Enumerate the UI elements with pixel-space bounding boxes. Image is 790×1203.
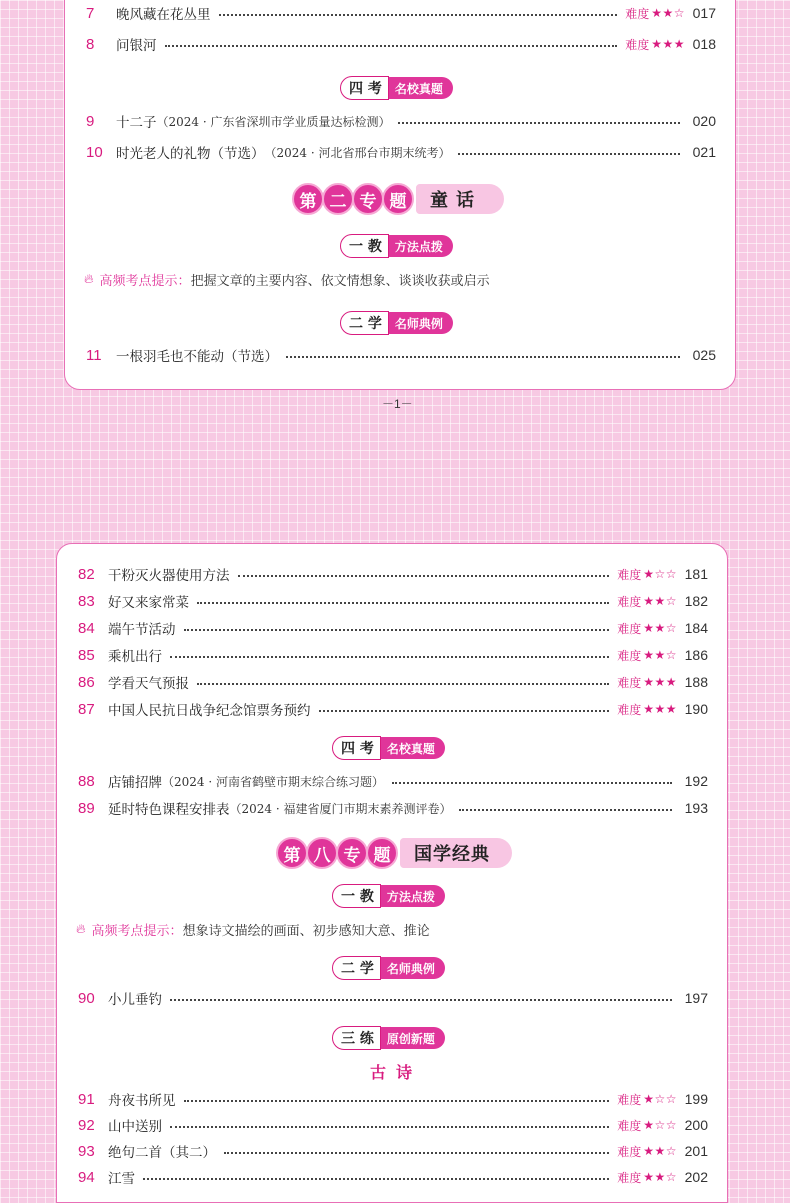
section-header-label: 二 学 (340, 311, 389, 335)
entry-number: 8 (86, 35, 95, 53)
topic-char: 八 (306, 837, 338, 869)
flame-icon: 🔥︎ (76, 922, 86, 937)
difficulty-stars: ★★☆ (643, 648, 677, 662)
toc-row[interactable] (86, 33, 716, 55)
topic-char: 第 (276, 837, 308, 869)
entry-page: 202 (684, 1169, 708, 1185)
entry-number: 85 (78, 646, 95, 664)
hint-text: 把握文章的主要内容、依文情想象、谈谈收获或启示 (190, 274, 490, 289)
entry-page: 181 (684, 566, 708, 582)
entry-title: 端午节活动 (108, 622, 176, 638)
section-header-tag: 名师典例 (387, 312, 453, 334)
toc-row[interactable] (78, 797, 708, 819)
toc-row[interactable] (86, 141, 716, 163)
entry-title: 好又来家常菜 (108, 595, 189, 611)
toc-row[interactable] (86, 110, 716, 132)
section-header-label: 四 考 (340, 76, 389, 100)
difficulty-label: 难度 (617, 1170, 642, 1185)
topic-char: 专 (352, 183, 384, 215)
leader-dots (392, 782, 672, 784)
entry-title: 店铺招牌 (108, 775, 162, 791)
difficulty-label: 难度 (617, 648, 642, 663)
difficulty-label: 难度 (617, 1092, 642, 1107)
section-header-label: 三 练 (332, 1026, 381, 1050)
toc-row[interactable] (78, 617, 708, 639)
leader-dots (398, 122, 680, 124)
section-header-tag: 原创新题 (379, 1027, 445, 1049)
topic-char: 第 (292, 183, 324, 215)
subsection-title: 古诗 (370, 1063, 423, 1082)
leader-dots (184, 629, 610, 631)
section-header-yi-jiao (332, 884, 445, 908)
entry-title: 乘机出行 (108, 649, 162, 665)
entry-title: 十二子 (116, 115, 157, 131)
topic-char: 题 (382, 183, 414, 215)
difficulty-label: 难度 (625, 6, 650, 21)
entry-number: 88 (78, 772, 95, 790)
entry-number: 89 (78, 799, 95, 817)
leader-dots (224, 1152, 609, 1154)
entry-title: 小儿垂钓 (108, 992, 162, 1008)
leader-dots (165, 45, 618, 47)
entry-number: 9 (86, 112, 95, 130)
entry-page: 197 (684, 990, 708, 1006)
difficulty-label: 难度 (617, 594, 642, 609)
entry-number: 91 (78, 1090, 95, 1108)
entry-page: 025 (692, 347, 716, 363)
entry-source: （2024 · 福建省厦门市期末素养测评卷） (229, 801, 452, 816)
section-header-label: 一 教 (340, 234, 389, 258)
entry-title: 江雪 (108, 1171, 135, 1187)
section-header-san-lian (332, 1026, 445, 1050)
difficulty-stars: ★★☆ (643, 594, 677, 608)
leader-dots (219, 14, 618, 16)
entry-title: 时光老人的礼物（节选） (116, 146, 265, 162)
difficulty-label: 难度 (617, 567, 642, 582)
difficulty-stars: ★★★ (651, 37, 685, 51)
leader-dots (458, 153, 680, 155)
entry-page: 021 (692, 144, 716, 160)
entry-source: （2024 · 河南省鹤壁市期末综合练习题） (162, 774, 384, 789)
section-header-tag: 名校真题 (387, 77, 453, 99)
difficulty-label: 难度 (617, 621, 642, 636)
toc-row[interactable] (78, 698, 708, 720)
entry-title: 山中送别 (108, 1119, 162, 1135)
leader-dots (238, 575, 610, 577)
entry-title: 晚风藏在花丛里 (116, 7, 211, 23)
leader-dots (184, 1100, 610, 1102)
flame-icon: 🔥︎ (84, 272, 94, 287)
entry-page: 017 (692, 5, 716, 21)
entry-number: 87 (78, 700, 95, 718)
entry-page: 190 (684, 701, 708, 717)
hint-label: 高频考点提示： (99, 274, 191, 289)
entry-page: 199 (684, 1091, 708, 1107)
section-header-tag: 方法点拨 (387, 235, 453, 257)
entry-number: 93 (78, 1142, 95, 1160)
difficulty-stars: ★☆☆ (643, 1118, 677, 1132)
entry-number: 82 (78, 565, 95, 583)
leader-dots (143, 1178, 609, 1180)
topic-char: 专 (336, 837, 368, 869)
toc-row[interactable] (78, 1166, 708, 1188)
difficulty-stars: ★★☆ (643, 1170, 677, 1184)
section-header-label: 一 教 (332, 884, 381, 908)
topic-name: 国学经典 (400, 838, 512, 868)
toc-row[interactable] (86, 2, 716, 24)
difficulty-label: 难度 (625, 37, 650, 52)
page-number: －1－ (382, 397, 413, 411)
entry-page: 200 (684, 1117, 708, 1133)
entry-page: 193 (684, 800, 708, 816)
difficulty-stars: ★★☆ (643, 621, 677, 635)
topic-number (292, 183, 412, 215)
toc-row[interactable] (78, 590, 708, 612)
entry-source: （2024 · 广东省深圳市学业质量达标检测） (156, 114, 391, 129)
difficulty-stars: ★★☆ (651, 6, 685, 20)
leader-dots (197, 602, 609, 604)
hint-line (76, 920, 430, 939)
entry-page: 018 (692, 36, 716, 52)
toc-row[interactable] (78, 671, 708, 693)
entry-number: 86 (78, 673, 95, 691)
section-header-si-kao (340, 76, 453, 100)
entry-page: 020 (692, 113, 716, 129)
difficulty-stars: ★★☆ (643, 1144, 677, 1158)
toc-row[interactable] (78, 987, 708, 1009)
leader-dots (319, 710, 610, 712)
difficulty-label: 难度 (617, 675, 642, 690)
toc-row[interactable] (78, 563, 708, 585)
section-header-yi-jiao (340, 234, 453, 258)
entry-page: 192 (684, 773, 708, 789)
topic-char: 二 (322, 183, 354, 215)
toc-row[interactable] (86, 344, 716, 366)
topic-name: 童话 (416, 184, 504, 214)
entry-page: 182 (684, 593, 708, 609)
entry-number: 90 (78, 989, 95, 1007)
entry-title: 干粉灭火器使用方法 (108, 568, 230, 584)
entry-page: 184 (684, 620, 708, 636)
toc-row[interactable] (78, 644, 708, 666)
leader-dots (170, 656, 609, 658)
entry-number: 84 (78, 619, 95, 637)
section-header-tag: 名校真题 (379, 737, 445, 759)
entry-number: 92 (78, 1116, 95, 1134)
toc-row[interactable] (78, 1088, 708, 1110)
hint-text: 想象诗文描绘的画面、初步感知大意、推论 (182, 924, 430, 939)
entry-title: 延时特色课程安排表 (108, 802, 230, 818)
leader-dots (170, 1126, 609, 1128)
entry-source: （2024 · 河北省邢台市期末统考） (264, 145, 451, 160)
section-header-label: 四 考 (332, 736, 381, 760)
difficulty-label: 难度 (617, 1118, 642, 1133)
entry-number: 11 (86, 346, 102, 364)
hint-line (84, 270, 490, 289)
leader-dots (286, 356, 680, 358)
section-header-si-kao (332, 736, 445, 760)
leader-dots (197, 683, 609, 685)
difficulty-label: 难度 (617, 1144, 642, 1159)
section-header-er-xue (332, 956, 445, 980)
entry-title: 问银河 (116, 38, 157, 54)
hint-label: 高频考点提示： (91, 924, 183, 939)
topic-banner (292, 182, 504, 216)
entry-number: 7 (86, 4, 95, 22)
difficulty-stars: ★☆☆ (643, 567, 677, 581)
section-header-tag: 名师典例 (379, 957, 445, 979)
entry-title: 中国人民抗日战争纪念馆票务预约 (108, 703, 311, 719)
leader-dots (170, 999, 672, 1001)
toc-row[interactable] (78, 770, 708, 792)
section-header-label: 二 学 (332, 956, 381, 980)
leader-dots (459, 809, 672, 811)
entry-number: 94 (78, 1168, 95, 1186)
topic-banner (276, 836, 512, 870)
difficulty-stars: ★☆☆ (643, 1092, 677, 1106)
difficulty-stars: ★★★ (643, 675, 677, 689)
toc-row[interactable] (78, 1140, 708, 1162)
entry-title: 一根羽毛也不能动（节选） (116, 349, 278, 365)
entry-title: 绝句二首（其二） (108, 1145, 216, 1161)
entry-page: 186 (684, 647, 708, 663)
entry-page: 188 (684, 674, 708, 690)
toc-row[interactable] (78, 1114, 708, 1136)
entry-title: 舟夜书所见 (108, 1093, 176, 1109)
difficulty-stars: ★★★ (643, 702, 677, 716)
entry-number: 83 (78, 592, 95, 610)
entry-page: 201 (684, 1143, 708, 1159)
topic-char: 题 (366, 837, 398, 869)
section-header-tag: 方法点拨 (379, 885, 445, 907)
section-header-er-xue (340, 311, 453, 335)
difficulty-label: 难度 (617, 702, 642, 717)
entry-number: 10 (86, 143, 103, 161)
topic-number (276, 837, 396, 869)
entry-title: 学看天气预报 (108, 676, 189, 692)
